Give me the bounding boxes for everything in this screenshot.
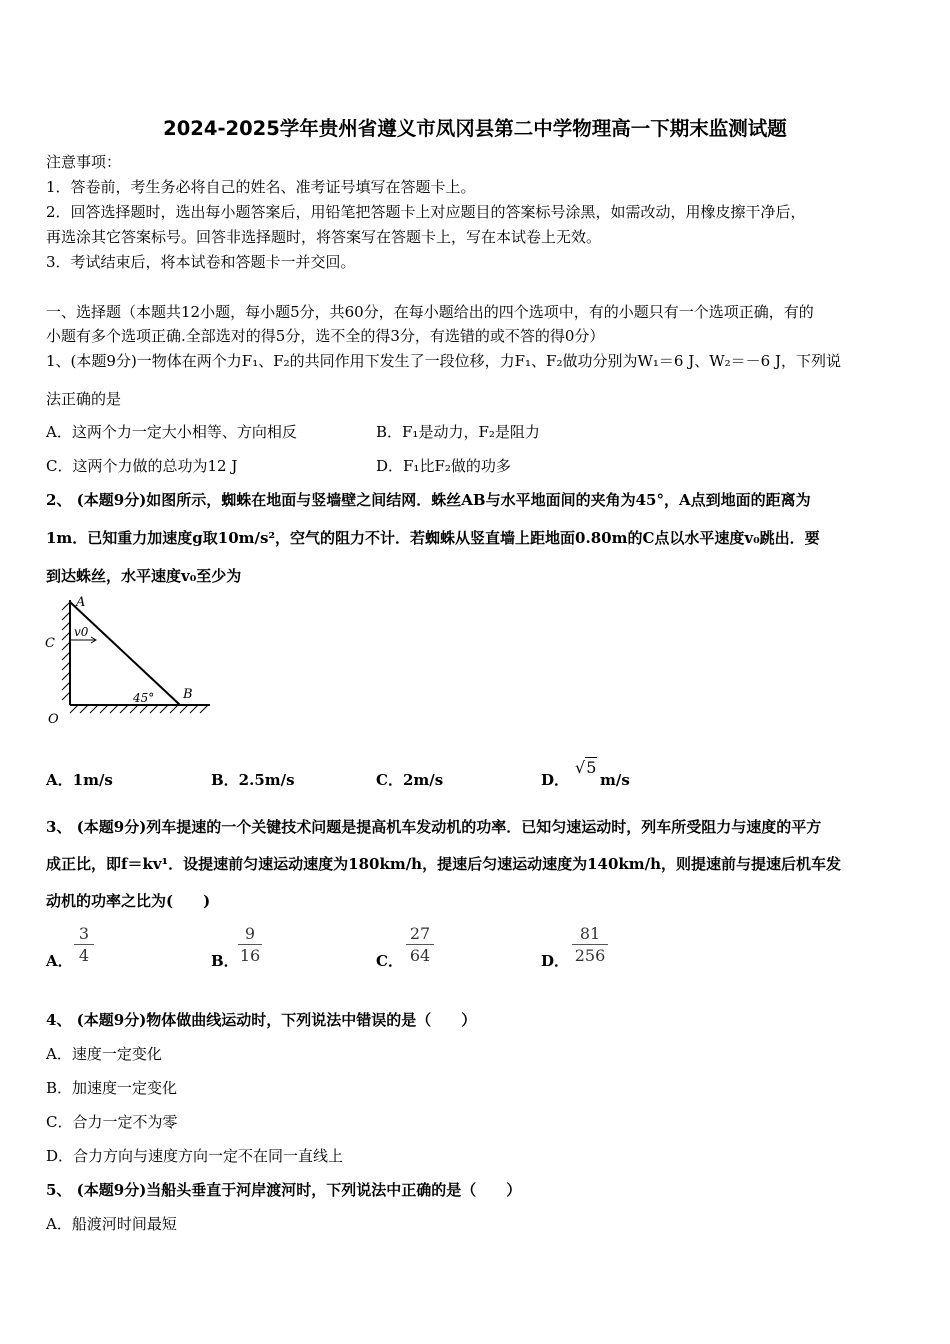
- q2-stem: 到达蛛丝，水平速度v₀至少为: [46, 567, 242, 585]
- spider-web-diagram: [40, 592, 215, 727]
- label-a: A: [76, 595, 86, 610]
- numerator: 3: [78, 924, 90, 943]
- q4-option: C．合力一定不为零: [46, 1113, 178, 1131]
- q3-stem: 动机的功率之比为( ): [46, 892, 211, 910]
- wall-hatching: [62, 602, 70, 700]
- notice-heading: 注意事项：: [46, 153, 122, 171]
- q3-option-letter: A．: [46, 952, 73, 970]
- numerator: 9: [244, 924, 256, 943]
- fraction-bar: [406, 944, 434, 945]
- q1-option: D．F₁比F₂做的功多: [376, 457, 511, 475]
- q3-option-fraction: [406, 924, 434, 965]
- label-o: O: [48, 712, 59, 727]
- notice-item: 再选涂其它答案标号。回答非选择题时，将答案写在答题卡上，写在本试卷上无效。: [46, 228, 602, 246]
- q3-option-letter: C．: [376, 952, 403, 970]
- label-v0: v0: [74, 625, 89, 639]
- q4-option: A．速度一定变化: [46, 1045, 162, 1063]
- q1-option: A．这两个力一定大小相等、方向相反: [46, 423, 297, 441]
- q1-option: C．这两个力做的总功为12 J: [46, 457, 238, 475]
- q2-option: C．2m/s: [376, 771, 444, 789]
- denominator: 256: [574, 946, 606, 965]
- q3-option-letter: D．: [541, 952, 570, 970]
- q2-option-d-unit: m/s: [600, 771, 630, 789]
- radical-sign: √: [575, 758, 586, 777]
- sqrt-symbol: [575, 758, 597, 777]
- page-title: 2024-2025学年贵州省遵义市凤冈县第二中学物理高一下期末监测试题: [163, 117, 787, 140]
- q2-option: B．2.5m/s: [211, 771, 295, 789]
- fraction-bar: [238, 944, 262, 945]
- fraction-bar: [572, 944, 608, 945]
- q2-stem: 1m．已知重力加速度g取10m/s²，空气的阻力不计．若蜘蛛从竖直墙上距地面0.80m的C点以水平速度v₀跳出．要: [46, 529, 820, 547]
- q3-option-fraction: [572, 924, 608, 965]
- q5-stem: 5、 (本题9分)当船头垂直于河岸渡河时，下列说法中正确的是（ ）: [46, 1181, 522, 1199]
- section-heading-line: 一、选择题（本题共12小题，每小题5分，共60分，在每小题给出的四个选项中，有的小题只有一个选项正确，有的: [46, 303, 814, 321]
- spider-thread-ab: [70, 602, 180, 705]
- notice-item: 2．回答选择题时，选出每小题答案后，用铅笔把答题卡上对应题目的答案标号涂黑，如需改动，用橡皮擦干净后，: [46, 203, 806, 221]
- section-heading-line: 小题有多个选项正确.全部选对的得5分，选不全的得3分，有选错的或不答的得0分）: [46, 327, 605, 345]
- sqrt-radicand: 5: [586, 758, 597, 777]
- notice-item: 3．考试结束后，将本试卷和答题卡一并交回。: [46, 253, 356, 271]
- denominator: 4: [78, 946, 90, 965]
- q1-stem: 法正确的是: [46, 390, 122, 408]
- denominator: 64: [409, 946, 431, 965]
- q1-stem: 1、(本题9分)一物体在两个力F₁、F₂的共同作用下发生了一段位移，力F₁、F₂做功分别为W₁＝6 J、W₂＝－6 J，下列说: [46, 352, 841, 370]
- q3-option-fraction: [74, 924, 94, 965]
- q5-option: A．船渡河时间最短: [46, 1215, 177, 1233]
- label-angle: 45°: [133, 691, 155, 705]
- q3-stem: 成正比，即f＝kv¹．设提速前匀速运动速度为180km/h，提速后匀速运动速度为140km/h，则提速前与提速后机车发: [46, 855, 842, 873]
- label-c: C: [45, 636, 55, 651]
- q2-option: A．1m/s: [46, 771, 113, 789]
- q2-option: D．: [541, 771, 570, 789]
- fraction-bar: [74, 944, 94, 945]
- q4-stem: 4、 (本题9分)物体做曲线运动时，下列说法中错误的是（ ）: [46, 1011, 477, 1029]
- ground-hatching: [70, 705, 208, 713]
- q4-option: D．合力方向与速度方向一定不在同一直线上: [46, 1147, 344, 1165]
- numerator: 81: [579, 924, 601, 943]
- q1-option: B．F₁是动力，F₂是阻力: [376, 423, 540, 441]
- numerator: 27: [409, 924, 431, 943]
- label-b: B: [183, 687, 193, 702]
- q4-option: B．加速度一定变化: [46, 1079, 178, 1097]
- q3-option-letter: B．: [211, 952, 239, 970]
- notice-item: 1．答卷前，考生务必将自己的姓名、准考证号填写在答题卡上。: [46, 178, 476, 196]
- denominator: 16: [239, 946, 261, 965]
- q2-stem: 2、 (本题9分)如图所示，蜘蛛在地面与竖墙壁之间结网．蛛丝AB与水平地面间的夹角为45°，A点到地面的距离为: [46, 491, 811, 509]
- q3-stem: 3、 (本题9分)列车提速的一个关键技术问题是提高机车发动机的功率．已知匀速运动时，列车所受阻力与速度的平方: [46, 818, 822, 836]
- q3-option-fraction: [238, 924, 262, 965]
